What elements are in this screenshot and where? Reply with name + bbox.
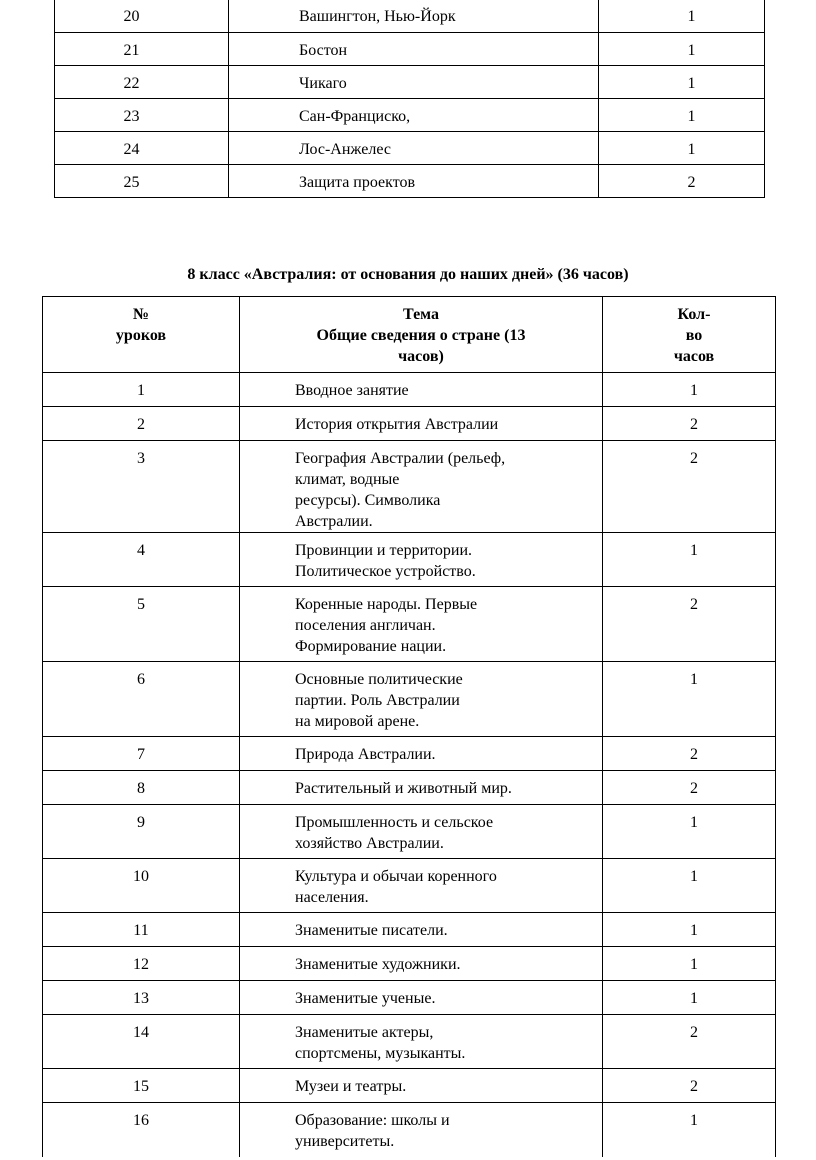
lesson-hours: 2 [603,441,776,533]
lesson-number: 6 [43,662,240,737]
lessons-table-continued [54,0,765,198]
lesson-topic: Сан-Франциско, [229,98,599,131]
table-row [43,441,776,533]
table-row [43,533,776,587]
lesson-hours: 1 [603,859,776,913]
lesson-topic: Образование: школы и университеты. [240,1103,603,1157]
lesson-topic: Вашингтон, Нью-Йорк [229,0,599,32]
lesson-number: 2 [43,407,240,441]
lesson-hours: 1 [603,805,776,859]
lesson-topic: Вводное занятие [240,373,603,407]
lesson-topic: Чикаго [229,65,599,98]
header-lesson-number: № уроков [43,297,240,373]
lesson-hours: 2 [603,587,776,662]
lesson-topic: Культура и обычаи коренного населения. [240,859,603,913]
table-header-row [43,297,776,373]
lesson-number: 15 [43,1069,240,1103]
table-row [43,981,776,1015]
lesson-hours: 1 [603,662,776,737]
lesson-number: 25 [55,164,229,197]
lesson-number: 8 [43,771,240,805]
lesson-topic: Музеи и театры. [240,1069,603,1103]
table-row [43,737,776,771]
header-hours: Кол- во часов [603,297,776,373]
lesson-number: 14 [43,1015,240,1069]
table-row [55,98,765,131]
table-row [55,131,765,164]
lesson-hours: 1 [599,0,765,32]
lesson-hours: 1 [599,131,765,164]
lesson-hours: 2 [603,407,776,441]
lesson-number: 11 [43,913,240,947]
lesson-hours: 1 [599,65,765,98]
lesson-number: 1 [43,373,240,407]
lesson-hours: 2 [603,737,776,771]
lesson-topic: Знаменитые ученые. [240,981,603,1015]
lesson-hours: 1 [603,981,776,1015]
table-row [43,587,776,662]
table-row [55,32,765,65]
table-row [43,1103,776,1157]
table-row [43,1015,776,1069]
table-row [43,771,776,805]
lesson-topic: Знаменитые актеры, спортсмены, музыканты. [240,1015,603,1069]
lesson-topic: Знаменитые художники. [240,947,603,981]
table-row [43,373,776,407]
lesson-topic: Бостон [229,32,599,65]
lesson-topic: Природа Австралии. [240,737,603,771]
lesson-topic: Провинции и территории. Политическое устройство. [240,533,603,587]
table-row [55,65,765,98]
lesson-hours: 1 [603,913,776,947]
lesson-number: 12 [43,947,240,981]
lesson-number: 3 [43,441,240,533]
lesson-hours: 1 [603,947,776,981]
table-row [55,164,765,197]
lesson-number: 9 [43,805,240,859]
lesson-hours: 2 [603,1069,776,1103]
lesson-number: 23 [55,98,229,131]
lesson-topic: Знаменитые писатели. [240,913,603,947]
table-row [55,0,765,32]
lesson-topic: Промышленность и сельское хозяйство Австралии. [240,805,603,859]
lesson-hours: 1 [603,1103,776,1157]
lesson-number: 13 [43,981,240,1015]
table-row [43,947,776,981]
lesson-number: 21 [55,32,229,65]
lesson-number: 10 [43,859,240,913]
lesson-number: 4 [43,533,240,587]
header-topic: Тема Общие сведения о стране (13 часов) [240,297,603,373]
table-row [43,805,776,859]
lesson-topic: Защита проектов [229,164,599,197]
table-row [43,1069,776,1103]
lesson-hours: 1 [599,98,765,131]
lessons-table-australia [42,296,776,1157]
lesson-topic: Основные политические партии. Роль Австралии на мировой арене. [240,662,603,737]
lesson-hours: 2 [599,164,765,197]
section-heading: 8 класс «Австралия: от основания до наших дней» (36 часов) [187,266,629,283]
lesson-number: 22 [55,65,229,98]
lesson-hours: 1 [603,533,776,587]
lesson-topic: География Австралии (рельеф, климат, водные ресурсы). Символика Австралии. [240,441,603,533]
lesson-number: 7 [43,737,240,771]
lesson-hours: 1 [603,373,776,407]
lesson-hours: 1 [599,32,765,65]
lesson-number: 20 [55,0,229,32]
table-row [43,913,776,947]
table-row [43,662,776,737]
lesson-topic: Коренные народы. Первые поселения англичан. Формирование нации. [240,587,603,662]
lesson-number: 16 [43,1103,240,1157]
lesson-hours: 2 [603,771,776,805]
lesson-hours: 2 [603,1015,776,1069]
lesson-number: 24 [55,131,229,164]
table-row [43,407,776,441]
lesson-topic: Лос-Анжелес [229,131,599,164]
table-row [43,859,776,913]
lesson-topic: Растительный и животный мир. [240,771,603,805]
lesson-number: 5 [43,587,240,662]
lesson-topic: История открытия Австралии [240,407,603,441]
